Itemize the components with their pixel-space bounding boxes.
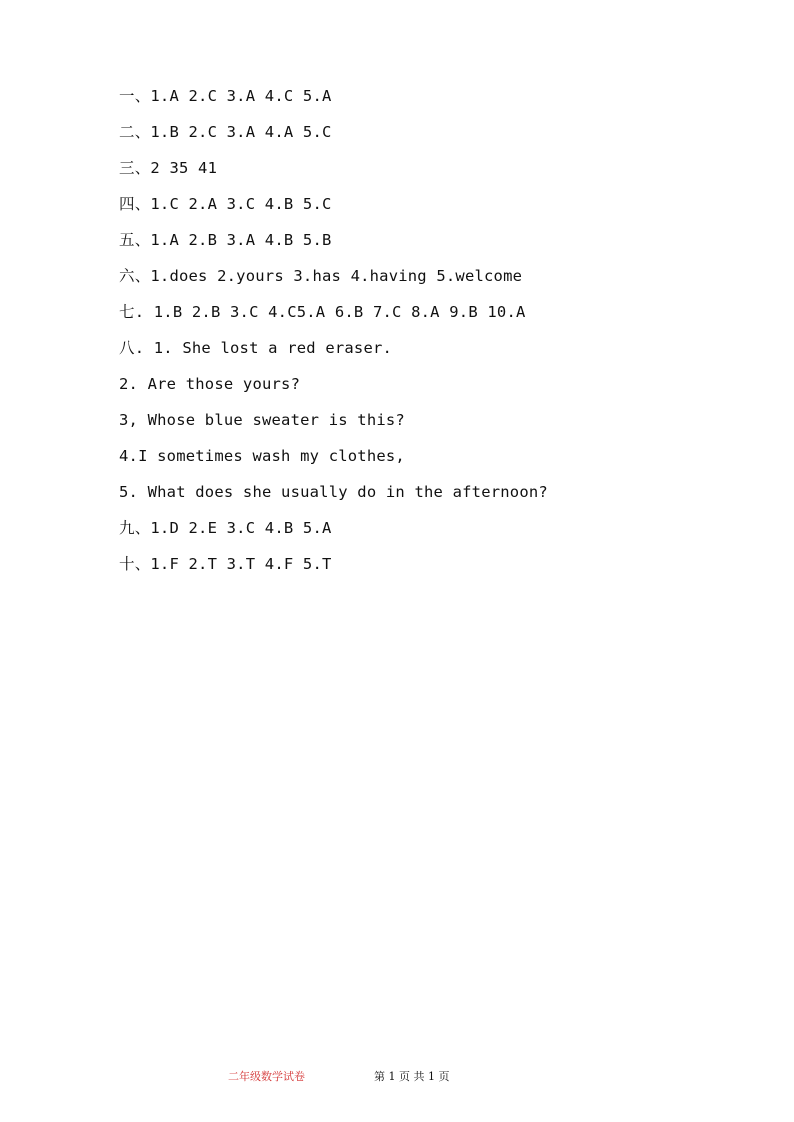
page-footer (0, 1068, 794, 1088)
answer-section-8-item-5: 5. What does she usually do in the afternoon? (119, 483, 548, 501)
answer-section-8-item-3: 3, Whose blue sweater is this? (119, 411, 405, 429)
answer-section-3: 三、2 35 41 (119, 159, 218, 177)
answer-section-4: 四、1.C 2.A 3.C 4.B 5.C (119, 195, 332, 213)
answer-section-8-item-4: 4.I sometimes wash my clothes, (119, 447, 405, 465)
answer-section-5: 五、1.A 2.B 3.A 4.B 5.B (119, 231, 332, 249)
answer-section-2: 二、1.B 2.C 3.A 4.A 5.C (119, 123, 332, 141)
answer-section-1: 一、1.A 2.C 3.A 4.C 5.A (119, 87, 332, 105)
answer-section-10: 十、1.F 2.T 3.T 4.F 5.T (119, 555, 332, 573)
answer-section-9: 九、1.D 2.E 3.C 4.B 5.A (119, 519, 332, 537)
answer-section-7: 七. 1.B 2.B 3.C 4.C5.A 6.B 7.C 8.A 9.B 10.A (119, 303, 526, 321)
answer-section-8-item-1: 八. 1. She lost a red eraser. (119, 339, 393, 357)
answer-section-8-item-2: 2. Are those yours? (119, 375, 301, 393)
page-number: 第 1 页 共 1 页 (374, 1070, 450, 1083)
answer-section-6: 六、1.does 2.yours 3.has 4.having 5.welcome (119, 267, 523, 285)
answer-key (119, 84, 548, 588)
footer-title: 二年级数学试卷 (228, 1070, 305, 1083)
